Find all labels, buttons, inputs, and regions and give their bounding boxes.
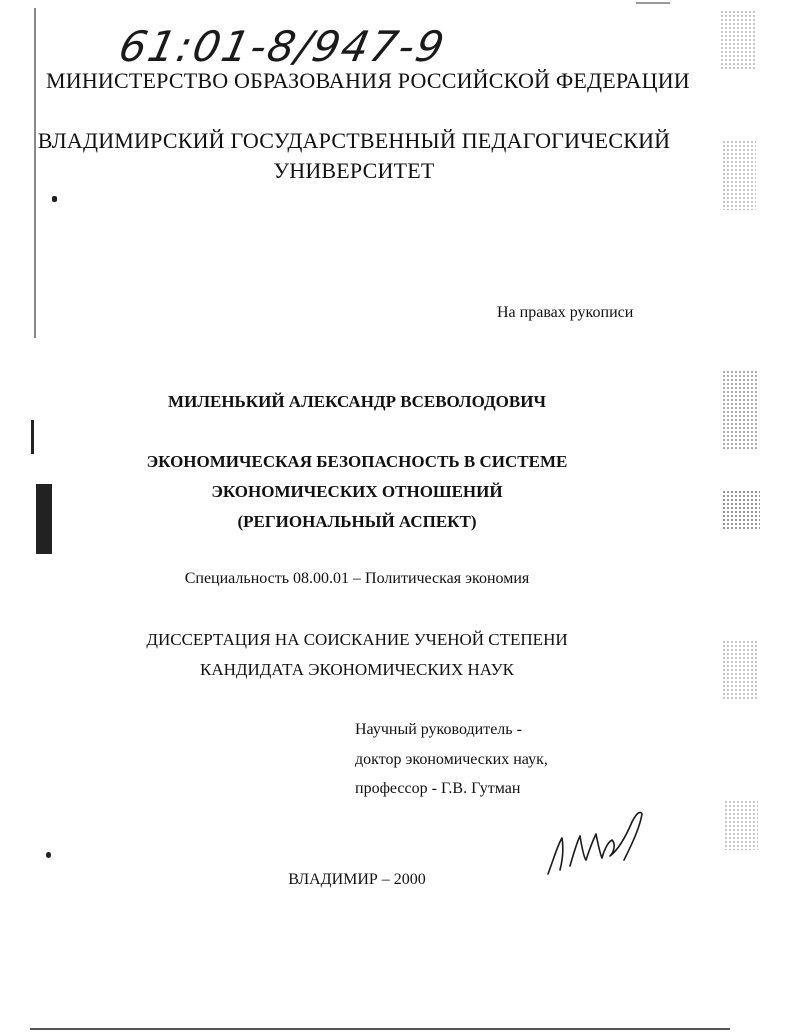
scan-speckle-right-5 — [722, 640, 758, 700]
advisor-signature — [540, 800, 660, 880]
scan-speckle-right-2 — [722, 140, 756, 210]
scan-mark-top-right — [636, 2, 670, 4]
scan-mark-bottom-line — [30, 1028, 730, 1030]
ministry-heading: МИНИСТЕРСТВО ОБРАЗОВАНИЯ РОССИЙСКОЙ ФЕДЕРАЦИИ — [46, 68, 690, 93]
archive-code-handwritten: 61:01-8/947-9 — [114, 22, 451, 71]
author-name: МИЛЕНЬКИЙ АЛЕКСАНДР ВСЕВОЛОДОВИЧ — [168, 392, 546, 411]
scan-mark-left-dot — [46, 852, 51, 858]
university-heading-line1: ВЛАДИМИРСКИЙ ГОСУДАРСТВЕННЫЙ ПЕДАГОГИЧЕСКИЙ — [37, 128, 671, 153]
scan-speckle-right-6 — [724, 800, 758, 850]
degree-line1: ДИССЕРТАЦИЯ НА СОИСКАНИЕ УЧЕНОЙ СТЕПЕНИ — [146, 630, 568, 649]
specialty-line: Специальность 08.00.01 – Политическая экономия — [184, 570, 530, 587]
scan-mark-left-tick — [52, 196, 57, 202]
manuscript-rights-note: На правах рукописи — [497, 304, 634, 321]
university-heading-line2: УНИВЕРСИТЕТ — [273, 158, 435, 183]
scan-speckle-right-4 — [722, 490, 760, 530]
degree-line2: КАНДИДАТА ЭКОНОМИЧЕСКИХ НАУК — [200, 660, 514, 679]
scan-speckle-right-1 — [720, 10, 756, 70]
city-year: ВЛАДИМИР – 2000 — [288, 871, 426, 888]
scan-speckle-right-3 — [722, 370, 758, 450]
dissertation-title-line1: ЭКОНОМИЧЕСКАЯ БЕЗОПАСНОСТЬ В СИСТЕМЕ — [146, 452, 568, 471]
dissertation-title-line3: (РЕГИОНАЛЬНЫЙ АСПЕКТ) — [237, 512, 477, 531]
advisor-line2: доктор экономических наук, — [355, 751, 548, 768]
dissertation-title-line2: ЭКОНОМИЧЕСКИХ ОТНОШЕНИЙ — [211, 482, 503, 501]
advisor-line1: Научный руководитель - — [355, 721, 522, 738]
advisor-line3: профессор - Г.В. Гутман — [355, 780, 521, 797]
scan-mark-left-dash — [31, 420, 34, 454]
